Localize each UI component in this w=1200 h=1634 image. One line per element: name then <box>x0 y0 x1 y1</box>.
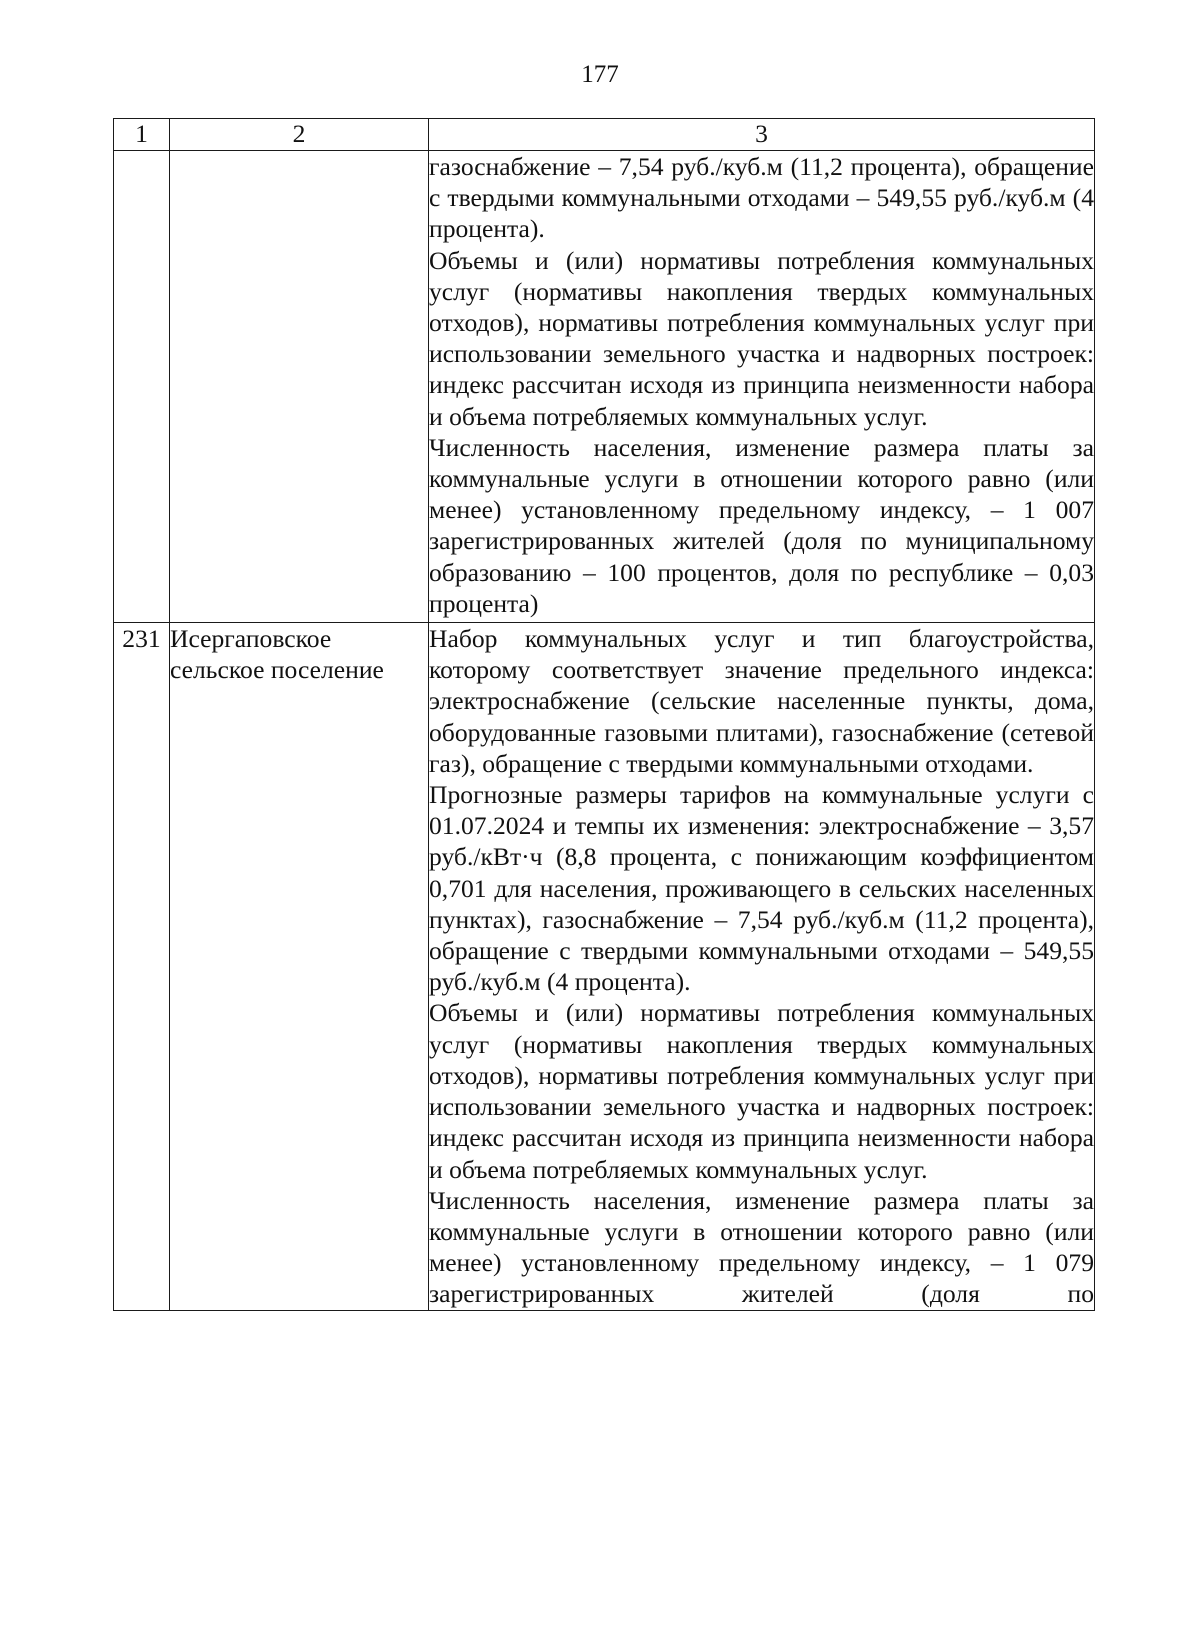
description-paragraph: Объемы и (или) нормативы потребления коммунальных услуг (нормативы накопления твердых коммунальных отходов), нормативы потребления коммунальных услуг при использовании земельного участка и надворных построек: индекс рассчитан исходя из принципа неизменности набора и объема потребляемых коммунальных услуг. <box>429 998 1094 1184</box>
description-paragraph: Объемы и (или) нормативы потребления коммунальных услуг (нормативы накопления твердых коммунальных отходов), нормативы потребления коммунальных услуг при использовании земельного участка и надворных построек: индекс рассчитан исходя из принципа неизменности набора и объема потребляемых коммунальных услуг. <box>429 245 1094 431</box>
column-header-1: 1 <box>114 119 170 151</box>
description-paragraph: Прогнозные размеры тарифов на коммунальные услуги с 01.07.2024 и темпы их изменения: электроснабжение – 3,57 руб./кВт·ч (8,8 процента, с понижающим коэффициентом 0,701 для населения, проживающего в сельских населенных пунктах), газоснабжение – 7,54 руб./куб.м (11,2 процента), обращение с твердыми коммунальными отходами – 549,55 руб./куб.м (4 процента). <box>429 780 1094 997</box>
document-table <box>113 118 1095 1311</box>
description-paragraph: Численность населения, изменение размера платы за коммунальные услуги в отношении которого равно (или менее) установленному предельному индексу, – 1 079 зарегистрированных жителей (доля по <box>429 1185 1094 1309</box>
row-description <box>429 151 1095 623</box>
column-header-2: 2 <box>170 119 429 151</box>
column-header-3: 3 <box>429 119 1095 151</box>
row-number: 231 <box>114 623 170 1310</box>
municipality-name: Исергаповское сельское поселение <box>170 623 429 1310</box>
municipality-name <box>170 151 429 623</box>
description-paragraph: Набор коммунальных услуг и тип благоустройства, которому соответствует значение предельного индекса: электроснабжение (сельские населенные пункты, дома, оборудованные газовыми плитами), газоснабжение (сетевой газ), обращение с твердыми коммунальными отходами. <box>429 624 1094 778</box>
description-paragraph: Численность населения, изменение размера платы за коммунальные услуги в отношении которого равно (или менее) установленному предельному индексу, – 1 007 зарегистрированных жителей (доля по муниципальному образованию – 100 процентов, доля по республике – 0,03 процента) <box>429 432 1094 618</box>
page-number: 177 <box>581 61 619 88</box>
description-paragraph: газоснабжение – 7,54 руб./куб.м (11,2 процента), обращение с твердыми коммунальными отходами – 549,55 руб./куб.м (4 процента). <box>429 152 1094 244</box>
table-header-row <box>114 119 1095 151</box>
table-row <box>114 623 1095 1310</box>
row-description <box>429 623 1095 1310</box>
row-number <box>114 151 170 623</box>
table-row <box>114 151 1095 623</box>
